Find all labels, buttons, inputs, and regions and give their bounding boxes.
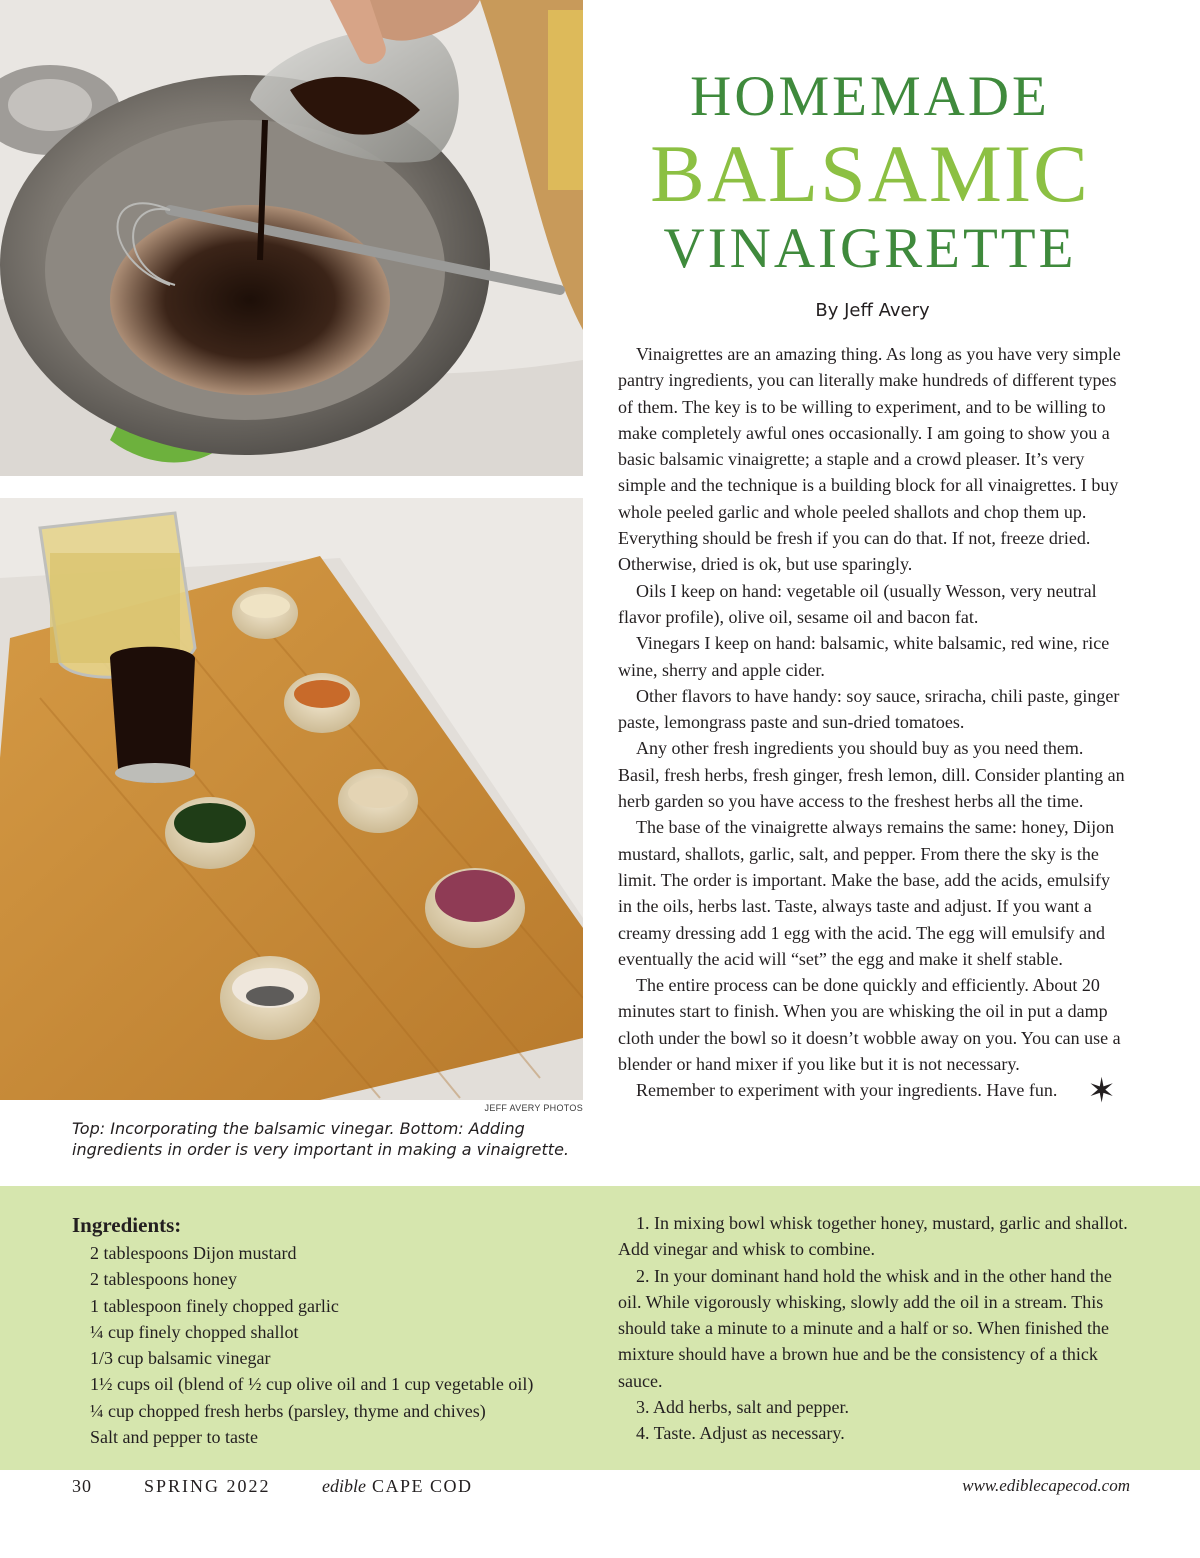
closing-text: Remember to experiment with your ingredients. Have fun. (636, 1080, 1058, 1101)
article-paragraph: Other flavors to have handy: soy sauce, sriracha, chili paste, ginger paste, lemongrass paste and sun-dried tomatoes. (618, 685, 1120, 733)
method-step: 3. Add herbs, salt and pepper. (636, 1397, 849, 1418)
method-step: 2. In your dominant hand hold the whisk and in the other hand the oil. While vigorously whisking, slowly add the oil in a stream. This should take a minute to a minute and a half or so. When finished the mixture should have a brown hue and be the consistency of a thick sauce. (618, 1265, 1112, 1391)
article-paragraph: Vinaigrettes are an amazing thing. As long as you have very simple pantry ingredients, you can literally make hundreds of different types of them. The key is to be willing to experiment, and to be willing to make completely awful ones occasionally. I am going to show you a basic balsamic vinaigrette; a staple and a crowd pleaser. It’s very simple and the technique is a building block for all vinaigrettes. I buy whole peeled garlic and whole peeled shallots and chop them up. Everything should be fresh if you can do that. If not, freeze dried. Otherwise, dried is ok, but use sparingly. (618, 344, 1121, 575)
magazine-name-italic: edible (322, 1476, 366, 1496)
ingredient-item: ¼ cup finely chopped shallot (90, 1321, 299, 1342)
method-steps (618, 1210, 1138, 1447)
ingredients-section (72, 1212, 592, 1450)
photo-ingredients-board (0, 498, 583, 1100)
method-step: 1. In mixing bowl whisk together honey, mustard, garlic and shallot. Add vinegar and whisk to combine. (618, 1213, 1128, 1260)
photo-caption: Top: Incorporating the balsamic vinegar. Bottom: Adding ingredients in order is very important in making a vinaigrette. (72, 1119, 569, 1159)
article-paragraph: The entire process can be done quickly and efficiently. About 20 minutes start to finish. When you are whisking the oil in put a damp cloth under the bowl so it doesn’t wobble away on you. You can use a blender or hand mixer if you like but it is not necessary. (618, 975, 1121, 1075)
ingredient-item: 1 tablespoon finely chopped garlic (90, 1295, 339, 1316)
ingredients-list (72, 1240, 592, 1450)
ingredient-item: 1/3 cup balsamic vinegar (90, 1348, 271, 1369)
website-url: www.ediblecapecod.com (962, 1476, 1130, 1495)
ingredients-heading: Ingredients: (72, 1213, 182, 1237)
article-body (618, 341, 1128, 1111)
title-line-balsamic: BALSAMIC (650, 128, 1090, 219)
article-paragraph: Oils I keep on hand: vegetable oil (usually Wesson, very neutral flavor profile), olive oil, sesame oil and bacon fat. (618, 580, 1097, 627)
issue-label: SPRING 2022 (144, 1476, 271, 1496)
photo-credit: JEFF AVERY PHOTOS (484, 1103, 583, 1113)
end-star-icon: ✶ (1087, 1073, 1116, 1111)
article-paragraph: The base of the vinaigrette always remains the same: honey, Dijon mustard, shallots, garlic, salt, and pepper. From there the sky is the limit. The order is important. Make the base, add the acids, emulsify in the oils, herbs last. Taste, always taste and adjust. If you want a creamy dressing add 1 egg with the acid. The egg will emulsify and eventually the acid will “set” the egg and make it shelf stable. (618, 817, 1115, 969)
ingredient-item: 2 tablespoons Dijon mustard (90, 1243, 297, 1263)
article-title (600, 62, 1140, 284)
photo-balsamic-pour (0, 0, 583, 476)
method-step: 4. Taste. Adjust as necessary. (636, 1423, 845, 1444)
article-paragraph: Any other fresh ingredients you should buy as you need them. Basil, fresh herbs, fresh ginger, fresh lemon, dill. Consider planting an herb garden so you have access to the freshest herbs all the time. (618, 738, 1125, 812)
page-footer (72, 1476, 1130, 1500)
byline: By Jeff Avery (815, 300, 930, 321)
title-line-vinaigrette: VINAIGRETTE (663, 217, 1077, 280)
magazine-name-region: CAPE COD (371, 1476, 473, 1496)
magazine-name (322, 1476, 473, 1497)
page-number: 30 (72, 1476, 92, 1496)
ingredient-item: 1½ cups oil (blend of ½ cup olive oil and 1 cup vegetable oil) (90, 1374, 534, 1395)
ingredient-item: Salt and pepper to taste (90, 1427, 258, 1448)
title-line-homemade: HOMEMADE (690, 65, 1050, 128)
recipe-box (0, 1186, 1200, 1470)
ingredient-item: 2 tablespoons honey (90, 1269, 237, 1290)
ingredient-item: ¼ cup chopped fresh herbs (parsley, thyme and chives) (90, 1400, 486, 1421)
article-paragraph: Vinegars I keep on hand: balsamic, white balsamic, red wine, rice wine, sherry and apple cider. (618, 633, 1110, 680)
article-closing-paragraph (618, 1073, 1128, 1111)
